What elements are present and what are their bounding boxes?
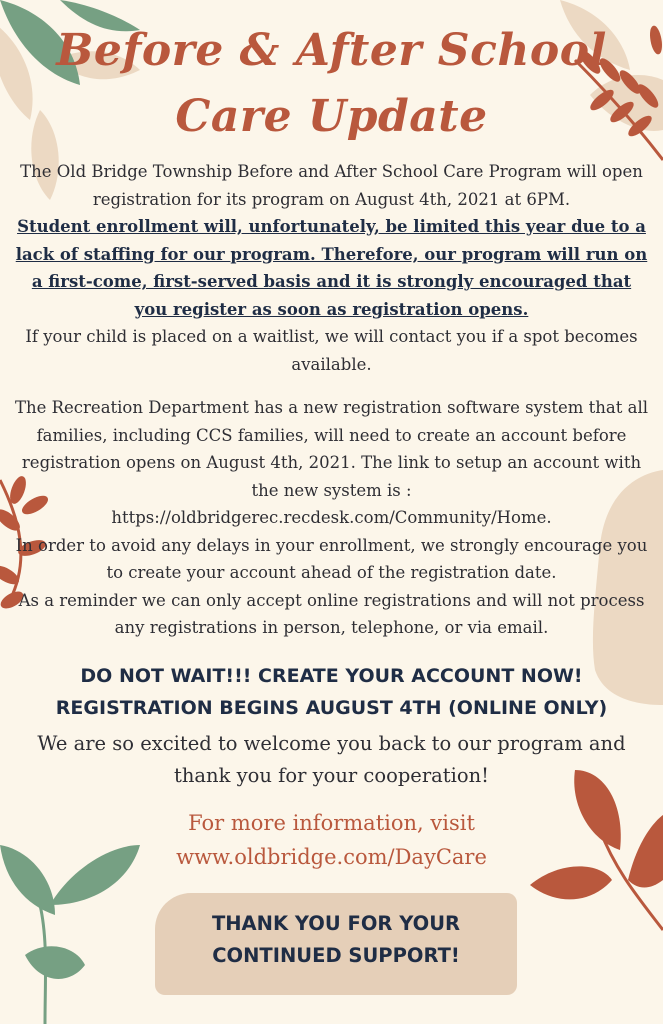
intro-text: The Old Bridge Township Before and After School Care Program will open registration for its program on August 4th, 2021 at 6PM. <box>20 162 643 209</box>
software-section <box>14 394 649 642</box>
advice-text: In order to avoid any delays in your enrollment, we strongly encourage you to create your account ahead of the registration date. <box>15 535 648 582</box>
welcome-text: We are so excited to welcome you back to our program and thank you for your cooperation! <box>37 732 626 787</box>
page-title-line-1: Before & After School <box>56 25 607 76</box>
alert-line-1: DO NOT WAIT!!! CREATE YOUR ACCOUNT NOW! <box>80 665 583 687</box>
registration-link[interactable]: https://oldbridgerec.recdesk.com/Community/Home. <box>111 508 552 527</box>
waitlist-text: If your child is placed on a waitlist, we will contact you if a spot becomes available. <box>25 327 638 374</box>
info-url-link[interactable]: www.oldbridge.com/DayCare <box>176 845 487 869</box>
thanks-line-2: CONTINUED SUPPORT! <box>212 944 460 967</box>
intro-section <box>14 158 649 378</box>
reminder-text: As a reminder we can only accept online registrations and will not process any registrations in person, telephone, or via email. <box>18 590 645 637</box>
software-text: The Recreation Department has a new registration software system that all families, including CCS families, will need to create an account before registration opens on August 4th, 2021. The link to setup an account with the new system is : <box>14 398 649 500</box>
thanks-line-1: THANK YOU FOR YOUR <box>211 912 461 935</box>
alert-line-2: REGISTRATION BEGINS AUGUST 4TH (ONLINE ONLY) <box>55 697 608 719</box>
page-title-line-2: Care Update <box>175 91 488 142</box>
thanks-banner <box>155 893 517 995</box>
enrollment-notice: Student enrollment will, unfortunately, be limited this year due to a lack of staffing for our program. Therefore, our program will run on a first-come, first-served basis and it is strongly encouraged that you register as soon as registration opens. <box>15 217 648 319</box>
info-label: For more information, visit <box>188 811 475 835</box>
